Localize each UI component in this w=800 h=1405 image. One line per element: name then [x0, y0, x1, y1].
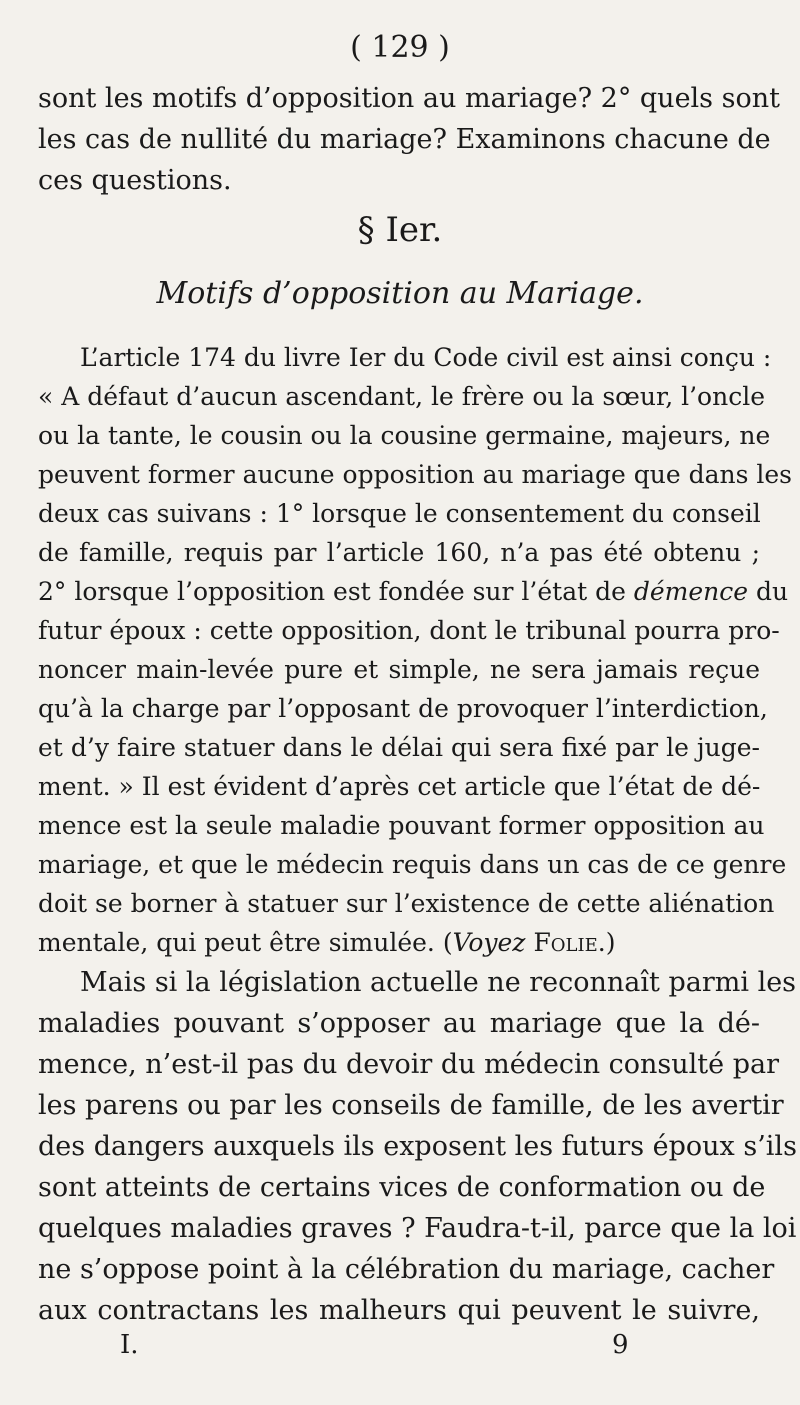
section-heading — [0, 210, 800, 250]
text-segment: 2° lorsque l’opposition est fondée sur l’état de — [38, 577, 626, 606]
text-line: des dangers auxquels ils exposent les futurs époux s’ils — [38, 1131, 797, 1162]
text-line: peuvent former aucune opposition au mariage que dans les — [38, 460, 793, 489]
italic-word: Voyez — [452, 928, 526, 957]
subtitle-text: Motifs d’opposition au Mariage. — [156, 276, 644, 311]
page-number: ( 129 ) — [350, 30, 450, 65]
text-line: et d’y faire statuer dans le délai qui sera fixé par le juge- — [38, 733, 760, 762]
text-line: L’article 174 du livre Ier du Code civil est ainsi conçu : — [80, 343, 772, 372]
text-line — [38, 923, 760, 962]
text-line: Mais si la législation actuelle ne reconnaît parmi les — [80, 967, 797, 998]
text-line: sont atteints de certains vices de conformation ou de — [38, 1172, 766, 1203]
text-segment: mentale, qui peut être simulée. ( — [38, 928, 453, 957]
text-line: sont les motifs d’opposition au mariage? 2° quels sont — [38, 83, 780, 114]
text-line: mariage, et que le médecin requis dans un cas de ce genre — [38, 850, 787, 879]
text-line: doit se borner à statuer sur l’existence de cette aliénation — [38, 889, 775, 918]
section-subtitle — [0, 276, 800, 311]
paragraph-continued — [38, 78, 780, 201]
text-line: mence, n’est-il pas du devoir du médecin consulté par — [38, 1049, 780, 1080]
text-line: ment. » Il est évident d’après cet article que l’état de dé- — [38, 772, 761, 801]
folio-number: 9 — [612, 1330, 629, 1360]
section-mark: § Ier. — [357, 210, 443, 250]
text-line: « A défaut d’aucun ascendant, le frère ou la sœur, l’oncle — [38, 382, 765, 411]
text-line: ces questions. — [38, 165, 232, 196]
paragraph-2 — [38, 962, 797, 1331]
text-line: aux contractans les malheurs qui peuvent le suivre, — [38, 1295, 760, 1326]
text-line: les parens ou par les conseils de famille, de les avertir — [38, 1090, 784, 1121]
text-segment: ) — [605, 928, 616, 957]
text-line: de famille, requis par l’article 160, n’a pas été obtenu ; — [38, 538, 760, 567]
page-header — [0, 30, 800, 65]
text-line: maladies pouvant s’opposer au mariage que la dé- — [38, 1008, 760, 1039]
text-line: qu’à la charge par l’opposant de provoquer l’interdiction, — [38, 694, 768, 723]
text-segment: du — [756, 577, 789, 606]
text-line: ou la tante, le cousin ou la cousine germaine, majeurs, ne — [38, 421, 771, 450]
text-line: ne s’oppose point à la célébration du mariage, cacher — [38, 1254, 775, 1285]
text-line — [38, 572, 789, 611]
text-line: deux cas suivans : 1° lorsque le consentement du conseil — [38, 499, 761, 528]
paragraph-1 — [38, 338, 793, 962]
text-line: noncer main-levée pure et simple, ne sera jamais reçue — [38, 655, 760, 684]
italic-word: démence — [633, 577, 749, 606]
text-line: mence est la seule maladie pouvant former opposition au — [38, 811, 765, 840]
text-line: les cas de nullité du mariage? Examinons chacune de — [38, 124, 771, 155]
text-line: quelques maladies graves ? Faudra-t-il, parce que la loi — [38, 1213, 797, 1244]
text-line: futur époux : cette opposition, dont le tribunal pourra pro- — [38, 616, 780, 645]
signature-mark: I. — [120, 1330, 139, 1360]
cross-reference: Folie. — [533, 928, 606, 957]
